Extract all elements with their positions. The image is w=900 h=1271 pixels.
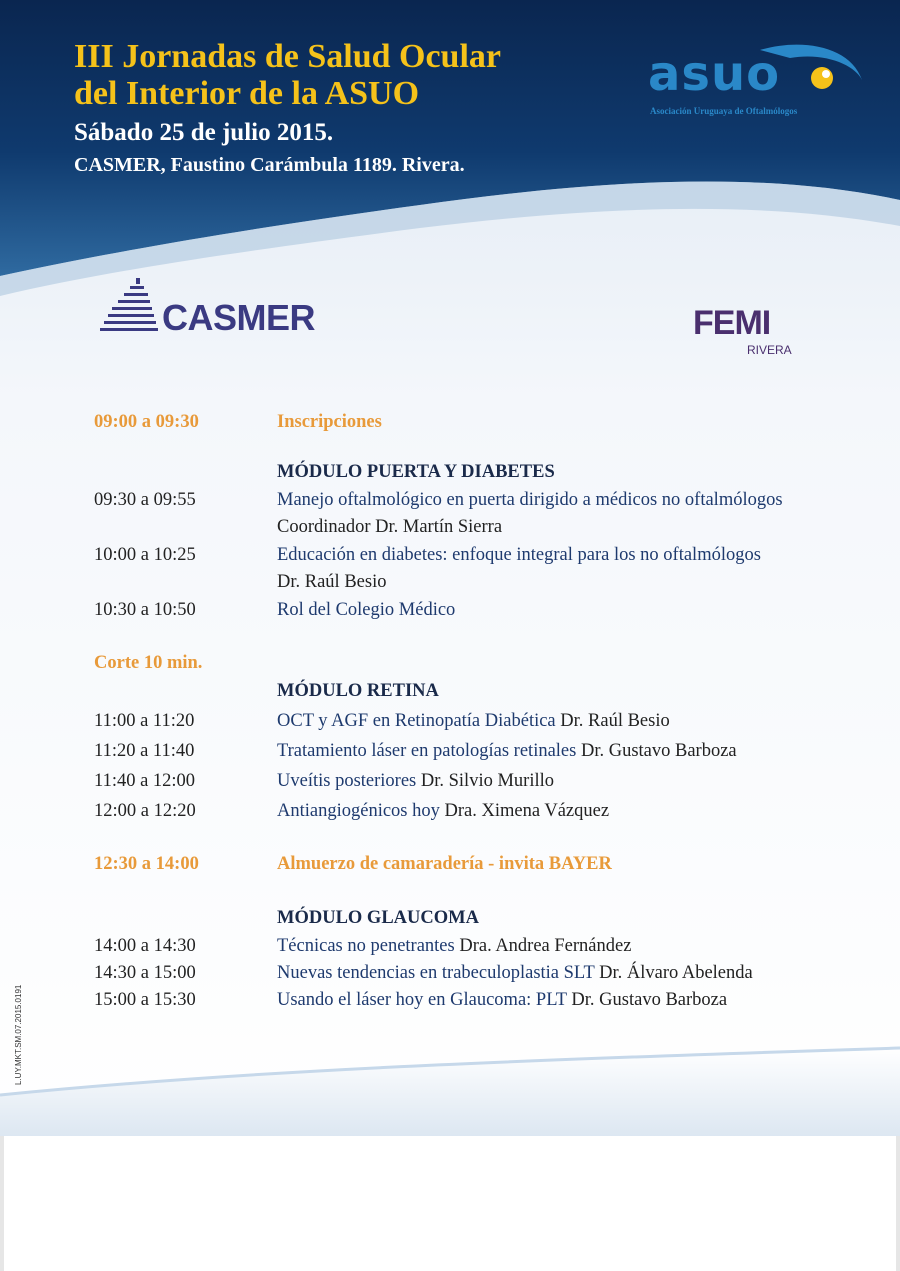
schedule-entry [277, 963, 753, 984]
event-title-line-1: III Jornadas de Salud Ocular [74, 38, 501, 75]
asuo-logo [640, 40, 870, 130]
speaker-name: Dr. Raúl Besio [560, 711, 670, 731]
schedule-time: 14:30 a 15:00 [94, 963, 196, 983]
schedule-time: 12:30 a 14:00 [94, 854, 199, 874]
femi-wordmark: FEMI [693, 304, 771, 342]
schedule-time: 10:00 a 10:25 [94, 545, 196, 565]
schedule-topic: Técnicas no penetrantes [277, 936, 455, 956]
schedule-time: 14:00 a 14:30 [94, 936, 196, 956]
asuo-wordmark: asuo [648, 46, 781, 102]
casmer-wordmark: CASMER [162, 297, 316, 338]
schedule-entry [277, 990, 727, 1011]
schedule-topic: Usando el láser hoy en Glaucoma: PLT [277, 990, 567, 1010]
schedule-entry [277, 711, 670, 732]
event-date: Sábado 25 de julio 2015. [74, 119, 334, 146]
event-venue: CASMER, Faustino Carámbula 1189. Rivera. [74, 154, 465, 176]
speaker-name: Dr. Raúl Besio [277, 572, 387, 592]
schedule-speaker [277, 517, 502, 538]
document-code: L.UY.MKT.SM.07.2015.0191 [14, 984, 23, 1085]
schedule-time: 09:00 a 09:30 [94, 412, 199, 432]
schedule-time: 15:00 a 15:30 [94, 990, 196, 1010]
schedule-time: 11:20 a 11:40 [94, 741, 195, 761]
femi-logo [693, 304, 803, 360]
schedule-entry [277, 936, 631, 957]
casmer-pyramid-icon [100, 276, 160, 340]
schedule-topic: Nuevas tendencias en trabeculoplastia SLT [277, 963, 595, 983]
speaker-name: Dra. Andrea Fernández [459, 936, 632, 956]
schedule-speaker [277, 572, 386, 593]
schedule-topic: OCT y AGF en Retinopatía Diabética [277, 711, 556, 731]
schedule-entry [277, 801, 609, 822]
femi-subtitle: RIVERA [747, 343, 792, 357]
schedule-time: 10:30 a 10:50 [94, 600, 196, 620]
schedule-time: 11:40 a 12:00 [94, 771, 196, 791]
schedule-entry [277, 741, 737, 762]
speaker-name: Dr. Gustavo Barboza [571, 990, 728, 1010]
schedule-time: 11:00 a 11:20 [94, 711, 195, 731]
schedule-topic: Antiangiogénicos hoy [277, 801, 440, 821]
speaker-name: Dra. Ximena Vázquez [444, 801, 610, 821]
schedule-time: 09:30 a 09:55 [94, 490, 196, 510]
schedule-topic: Uveítis posteriores [277, 771, 417, 791]
casmer-logo [100, 276, 350, 340]
schedule-entry [277, 771, 554, 792]
schedule-break: Corte 10 min. [94, 653, 203, 673]
schedule-topic: Manejo oftalmológico en puerta dirigido a médicos no oftalmólogos [277, 490, 783, 510]
module-title-retina: MÓDULO RETINA [277, 681, 439, 701]
schedule-topic: Rol del Colegio Médico [277, 600, 456, 620]
speaker-name: Dr. Álvaro Abelenda [599, 963, 753, 983]
schedule-topic: Educación en diabetes: enfoque integral para los no oftalmólogos [277, 545, 761, 565]
module-title-puerta: MÓDULO PUERTA Y DIABETES [277, 462, 555, 482]
schedule-item-inscripciones: Inscripciones [277, 412, 382, 432]
event-title-line-2: del Interior de la ASUO [74, 75, 420, 112]
speaker-name: Dr. Gustavo Barboza [580, 741, 737, 761]
speaker-name: Dr. Silvio Murillo [420, 771, 554, 791]
asuo-subtitle: Asociación Uruguaya de Oftalmólogos [650, 106, 798, 116]
schedule-topic: Tratamiento láser en patologías retinales [277, 741, 577, 761]
speaker-name: Coordinador Dr. Martín Sierra [277, 517, 503, 537]
schedule-item-almuerzo: Almuerzo de camaradería - invita BAYER [277, 854, 612, 874]
module-title-glaucoma: MÓDULO GLAUCOMA [277, 908, 479, 928]
schedule-time: 12:00 a 12:20 [94, 801, 196, 821]
event-header [74, 38, 594, 177]
